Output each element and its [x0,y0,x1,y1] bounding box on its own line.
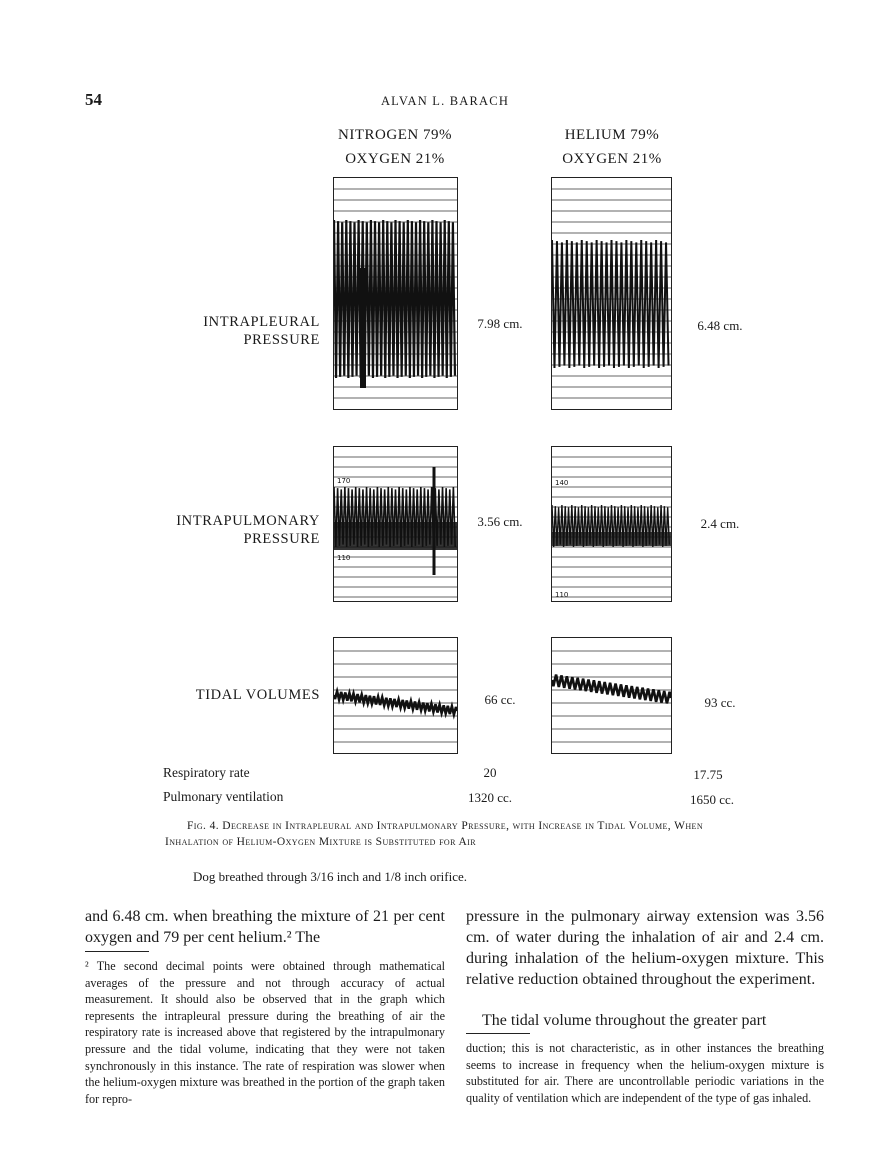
scale-label-top: 140 [555,479,569,487]
row-label-line2: PRESSURE [243,531,320,547]
row-label-intrapleural [60,313,320,349]
right-column-header-line1: HELIUM 79% [564,127,660,143]
tidal-helium-tracing [551,637,672,754]
left-column-header-line1: NITROGEN 79% [338,127,452,143]
row-label-line1: INTRAPULMONARY [176,513,320,529]
trace-band [552,532,671,546]
scale-label-bottom: 110 [337,554,351,562]
scale-label-bottom: 110 [555,591,569,599]
tidal-nitrogen-tracing [333,637,458,754]
right-column-para1: pressure in the pulmonary airway extension was 3.56 cm. of water during the inhalation of air and 2.4 cm. during inhalation of the helium-oxygen mixture. This relative reduction obtained throughout the experiment. [466,908,824,988]
footnote-rule-left [85,951,149,952]
row-label-line1: TIDAL VOLUMES [195,687,320,703]
figure-caption [165,818,750,850]
tracing-svg [552,178,671,409]
right-column-para2: The tidal volume throughout the greater part [482,1012,767,1029]
row-label-line1: INTRAPLEURAL [203,314,320,330]
footnote-left: ² The second decimal points were obtained through mathematical averages of the pressure and not through accuracy of actual measurement. It should also be observed that in the graph which represents the intrapleural pressure during the breathing of air the respiratory rate is increased above that registered by the intrapulmonary pressure and the tidal volume, indicating that they were not taken synchronously in this instance. The rate of respiration was slower when the helium-oxygen mixture was breathed in the portion of the graph taken for repro- [85,959,445,1106]
caption-prefix: Fig. 4. [187,820,220,832]
figure-note: Dog breathed through 3/16 inch and 1/8 inch orifice. [193,869,468,884]
running-head: ALVAN L. BARACH [380,94,510,108]
intrapulmonary-right-value: 2.4 cm. [700,516,740,531]
stat-ventilation-right: 1650 cc. [689,792,735,807]
tidal-trace [552,675,671,704]
row-label-intrapulmonary [60,512,320,548]
intrapulmonary-nitrogen-tracing [333,446,458,602]
stat-label-respiratory-rate: Respiratory rate [163,765,250,780]
footnote-right: duction; this is not characteristic, as in other instances the breathing seems to increase in frequency when the helium-oxygen mixture is substituted for air. There are uncontrollable periodic variations in the quality of ventilation which are independent of the type of gas inhaled. [466,1041,824,1105]
stat-respiratory-rate-left: 20 [483,765,497,780]
footnote-rule-right [466,1033,530,1034]
left-column-body: and 6.48 cm. when breathing the mixture of 21 per cent oxygen and 79 per cent helium.² The [85,908,445,946]
page-number: 54 [85,90,102,109]
tracing-svg [334,447,457,601]
intrapulmonary-left-value: 3.56 cm. [477,514,523,529]
tracing-svg [334,178,457,409]
pressure-trace [552,240,669,368]
row-label-line2: PRESSURE [243,332,320,348]
tracing-svg [552,447,671,601]
intrapleural-left-value: 7.98 cm. [477,316,523,331]
right-column-header-line2: OXYGEN 21% [562,151,662,167]
tidal-left-value: 66 cc. [484,692,516,707]
tracing-svg [334,638,457,753]
intrapleural-right-value: 6.48 cm. [697,318,743,333]
scale-label-top: 170 [337,477,351,485]
stat-ventilation-left: 1320 cc. [467,790,513,805]
stat-respiratory-rate-right: 17.75 [693,767,723,782]
intrapleural-nitrogen-tracing [333,177,458,410]
row-label-tidal-volumes [60,686,320,704]
trace-band [334,522,457,550]
tidal-right-value: 93 cc. [704,695,736,710]
left-column-header-line2: OXYGEN 21% [345,151,445,167]
trace-mark [360,268,366,388]
intrapulmonary-helium-tracing [551,446,672,602]
caption-text: Decrease in Intrapleural and Intrapulmonary Pressure, with Increase in Tidal Volume, When Inhalation of Helium-Oxygen Mixture is Substituted for Air [165,820,704,848]
intrapleural-helium-tracing [551,177,672,410]
tracing-svg [552,638,671,753]
stat-label-pulmonary-ventilation: Pulmonary ventilation [163,789,284,804]
